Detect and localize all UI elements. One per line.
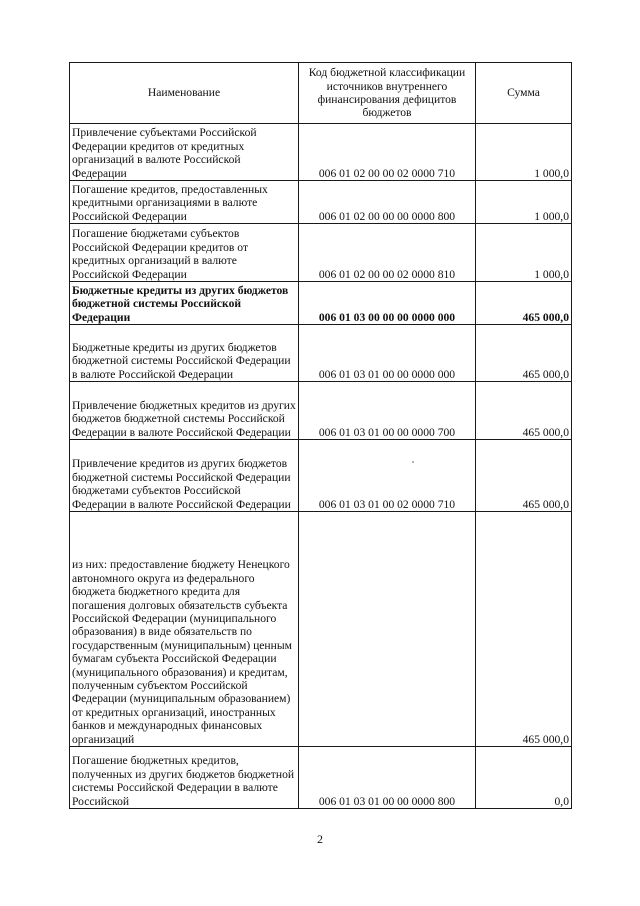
row-sum: 465 000,0 [476, 512, 572, 747]
row-name: из них: предоставление бюджету Ненецкого автономного округа из федерального бюджета бюджетного кредита для погашения долговых обязательств субъекта Российской Федерации (муниципального образования) в виде обязательств по государственным (муниципальным) ценным бумагам субъекта Российской Федерации (муниципального образования) и кредитам, полученным субъектом Российской Федерации (муниципальным образованием) от кредитных организаций, иностранных банков и международных финансовых организаций [70, 512, 299, 747]
table-row [70, 282, 572, 325]
header-code: Код бюджетной классификации источников внутреннего финансирования дефицитов бюджетов [299, 63, 476, 124]
row-sum: 1 000,0 [476, 224, 572, 282]
row-name: Привлечение кредитов из других бюджетов бюджетной системы Российской Федерации бюджетами субъектов Российской Федерации в валюте Российской Федерации [70, 440, 299, 512]
row-code: 006 01 03 01 00 00 0000 800 [299, 747, 476, 809]
row-name: Бюджетные кредиты из других бюджетов бюджетной системы Российской Федерации в валюте Российской Федерации [70, 325, 299, 382]
row-sum: 465 000,0 [476, 325, 572, 382]
budget-sources-table [69, 62, 572, 809]
row-code: 006 01 02 00 00 00 0000 800 [299, 181, 476, 224]
row-name: Привлечение бюджетных кредитов из других бюджетов бюджетной системы Российской Федерации в валюте Российской Федерации [70, 382, 299, 440]
row-sum: 465 000,0 [476, 382, 572, 440]
row-sum: 0,0 [476, 747, 572, 809]
table-row [70, 382, 572, 440]
table-row [70, 512, 572, 747]
header-sum: Сумма [476, 63, 572, 124]
table-row [70, 124, 572, 181]
table-header-row [70, 63, 572, 124]
row-sum: 465 000,0 [476, 282, 572, 325]
table-row [70, 224, 572, 282]
row-name: Бюджетные кредиты из других бюджетов бюджетной системы Российской Федерации [70, 282, 299, 325]
table-row [70, 747, 572, 809]
row-code: 006 01 03 01 00 02 0000 710 [299, 440, 476, 512]
table-row [70, 181, 572, 224]
row-name: Погашение кредитов, предоставленных кредитными организациями в валюте Российской Федерации [70, 181, 299, 224]
row-name: Привлечение субъектами Российской Федерации кредитов от кредитных организаций в валюте Российской Федерации [70, 124, 299, 181]
row-code: 006 01 02 00 00 02 0000 810 [299, 224, 476, 282]
row-code: 006 01 03 01 00 00 0000 700 [299, 382, 476, 440]
table-row [70, 325, 572, 382]
row-name: Погашение бюджетами субъектов Российской Федерации кредитов от кредитных организаций в валюте Российской Федерации [70, 224, 299, 282]
scan-speck [412, 461, 414, 463]
row-code [299, 512, 476, 747]
row-code: 006 01 02 00 00 02 0000 710 [299, 124, 476, 181]
table-row [70, 440, 572, 512]
row-sum: 465 000,0 [476, 440, 572, 512]
row-sum: 1 000,0 [476, 124, 572, 181]
row-code: 006 01 03 01 00 00 0000 000 [299, 325, 476, 382]
row-code: 006 01 03 00 00 00 0000 000 [299, 282, 476, 325]
page-number: 2 [317, 832, 323, 846]
header-name: Наименование [70, 63, 299, 124]
row-sum: 1 000,0 [476, 181, 572, 224]
row-name: Погашение бюджетных кредитов, полученных из других бюджетов бюджетной системы Российской Федерации в валюте Российской [70, 747, 299, 809]
